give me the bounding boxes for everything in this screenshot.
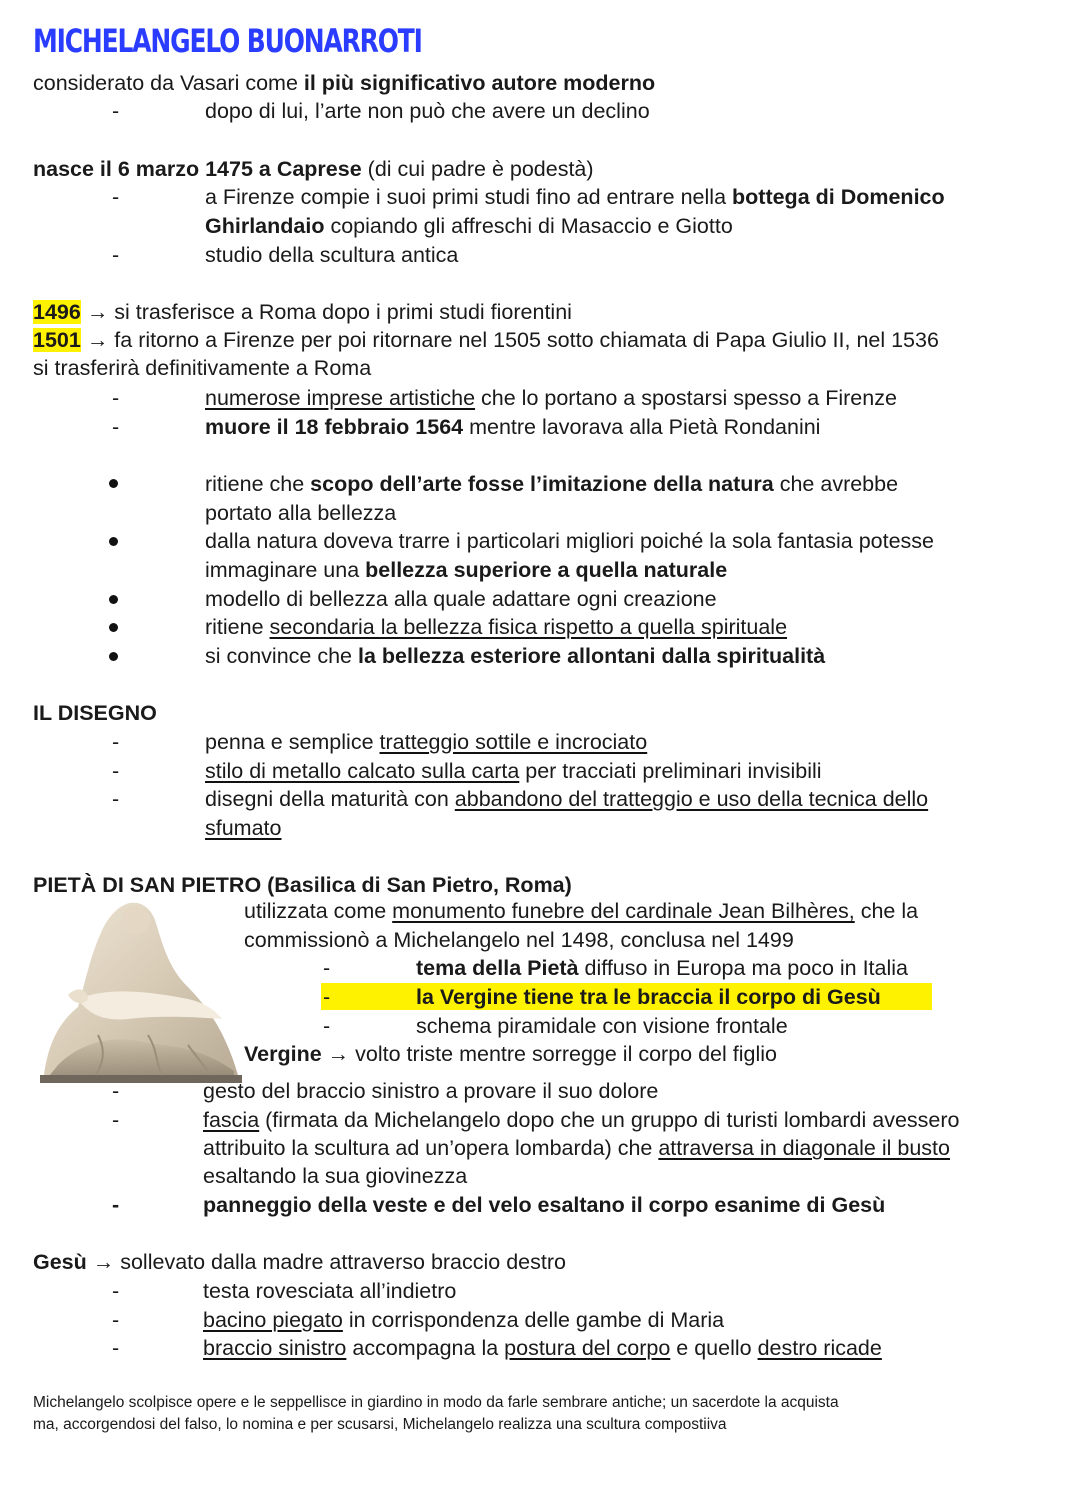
belief-2-text: immaginare una [205,558,366,582]
footnote-line-1: Michelangelo scolpisce opere e le seppellisce in giardino in modo da farle sembrare antiche; un sacerdote la acquista [33,1394,839,1411]
birth-item-1-text2: copiando gli affreschi di Masaccio e Giotto [324,214,733,238]
pieta-sub-2: la Vergine tiene tra le braccia il corpo di Gesù [416,985,881,1009]
footnote-line-2: ma, accorgendosi del falso, lo nomina e per scusarsi, Michelangelo realizza una scultura compostiiva [33,1416,727,1433]
birth-item-1-bold: bottega di Domenico [732,185,945,209]
dash-marker: - [112,1108,120,1132]
dash-marker: - [112,1079,120,1103]
vergine-text: → volto triste mentre sorregge il corpo del figlio [321,1042,777,1066]
birth-item-1-cont [205,212,733,240]
dash-marker: - [112,730,120,754]
belief-2: dalla natura doveva trarre i particolari migliori poiché la sola fantasia potesse [205,529,934,553]
timeline-1501-text: → fa ritorno a Firenze per poi ritornare nel 1505 sotto chiamata di Papa Giulio II, nel 1536 [80,328,939,352]
pieta-statue-image [38,895,244,1083]
underlined-text: braccio sinistro [203,1336,347,1360]
bullet-icon [109,537,118,546]
fascia-text2: attribuito la scultura ad un’opera lombarda) che [203,1136,659,1160]
timeline-1496-text: → si trasferisce a Roma dopo i primi studi fiorentini [80,300,572,324]
belief-5 [205,642,825,670]
pieta-line-1-text2: che la [854,899,919,923]
birth-bold: nasce il 6 marzo 1475 a Caprese [33,157,362,181]
underlined-text: numerose imprese artistiche [205,386,476,410]
fascia-text: (firmata da Michelangelo dopo che un gruppo di turisti lombardi avessero [259,1108,960,1132]
timeline-item-2-text: mentre lavorava alla Pietà Rondanini [463,415,821,439]
dash-marker: - [323,985,331,1009]
year-1496: 1496 [33,300,81,324]
fascia-item-cont [203,1134,950,1162]
underlined-text: stilo di metallo calcato sulla carta [205,759,520,783]
vergine-line [244,1040,777,1068]
dash-marker: - [323,1014,331,1038]
birth-item-1-bold2: Ghirlandaio [205,214,325,238]
disegno-item-1-text: penna e semplice [205,730,380,754]
pieta-sub-1-bold: tema della Pietà [416,956,579,980]
dash-marker: - [112,1279,120,1303]
gesture-item: gesto del braccio sinistro a provare il suo dolore [203,1079,659,1103]
belief-1 [205,470,898,498]
gesu-item-3-text: accompagna la [346,1336,505,1360]
gesu-item-3-text2: e quello [670,1336,758,1360]
disegno-item-3 [205,785,928,813]
fascia-item [203,1106,960,1134]
dash-marker: - [112,1193,120,1217]
gesu-item-3 [203,1334,882,1362]
underlined-text: destro ricade [757,1336,882,1360]
dash-marker: - [112,185,120,209]
pieta-sub-1-text: diffuso in Europa ma poco in Italia [578,956,909,980]
dash-marker: - [112,415,120,439]
year-1501: 1501 [33,328,81,352]
intro-line [33,69,655,97]
timeline-item-2 [205,413,820,441]
belief-1-text: ritiene che [205,472,311,496]
pieta-sub-1 [416,954,908,982]
timeline-item-1 [205,384,897,412]
pieta-line-1-text: utilizzata come [244,899,393,923]
dash-marker: - [112,1308,120,1332]
gesu-bold: Gesù [33,1250,87,1274]
belief-1-text2: che avrebbe [773,472,899,496]
underlined-text: attraversa in diagonale il busto [658,1136,950,1160]
underlined-text: tratteggio sottile e incrociato [379,730,648,754]
section-heading-pieta: PIETÀ DI SAN PIETRO (Basilica di San Pietro, Roma) [33,873,572,897]
gesu-text: → sollevato dalla madre attraverso braccio destro [86,1250,566,1274]
bullet-icon [109,479,118,488]
timeline-1501 [33,326,939,354]
birth-item-1-text: a Firenze compie i suoi primi studi fino ad entrare nella [205,185,733,209]
timeline-1501-cont: si trasferirà definitivamente a Roma [33,356,372,380]
bullet-icon [109,652,118,661]
disegno-item-3-cont [205,814,281,842]
pieta-sub-3: schema piramidale con visione frontale [416,1014,788,1038]
belief-1-cont: portato alla bellezza [205,501,397,525]
belief-3: modello di bellezza alla quale adattare ogni creazione [205,587,717,611]
underlined-text: sfumato [205,816,282,840]
underlined-text: monumento funebre del cardinale Jean Bilhères, [392,899,855,923]
belief-5-bold: la bellezza esteriore allontani dalla spiritualità [357,644,826,668]
disegno-item-2 [205,757,822,785]
bullet-icon [109,623,118,632]
intro-bold: il più significativo autore moderno [303,71,656,95]
pieta-line-1 [244,897,918,925]
underlined-text: bacino piegato [203,1308,343,1332]
belief-4 [205,613,787,641]
birth-item-1 [205,183,945,211]
gesu-line [33,1248,566,1276]
gesu-item-2 [203,1306,724,1334]
disegno-item-3-text: disegni della maturità con [205,787,455,811]
timeline-item-1-text: che lo portano a spostarsi spesso a Firenze [475,386,897,410]
belief-5-text: si convince che [205,644,358,668]
pieta-line-2: commissionò a Michelangelo nel 1498, conclusa nel 1499 [244,928,794,952]
dash-marker: - [112,759,120,783]
dash-marker: - [112,99,120,123]
belief-2-cont [205,556,727,584]
intro-item: dopo di lui, l’arte non può che avere un declino [205,99,650,123]
vergine-bold: Vergine [244,1042,322,1066]
page-title: MICHELANGELO BUONARROTI [33,22,422,60]
underlined-text: secondaria la bellezza fisica rispetto a quella spirituale [269,615,788,639]
birth-item-2: studio della scultura antica [205,243,459,267]
dash-marker: - [112,243,120,267]
gesu-item-1: testa rovesciata all’indietro [203,1279,457,1303]
bullet-icon [109,595,118,604]
disegno-item-2-text: per tracciati preliminari invisibili [519,759,822,783]
underlined-text: fascia [203,1108,260,1132]
dash-marker: - [112,1336,120,1360]
belief-4-text: ritiene [205,615,270,639]
birth-rest: (di cui padre è podestà) [361,157,594,181]
birth-line [33,155,594,183]
underlined-text: abbandono del tratteggio e uso della tecnica dello [454,787,929,811]
gesu-item-2-text: in corrispondenza delle gambe di Maria [342,1308,725,1332]
belief-1-bold: scopo dell’arte fosse l’imitazione della natura [310,472,774,496]
timeline-1496 [33,298,572,326]
section-heading-disegno: IL DISEGNO [33,701,157,725]
dash-marker: - [323,956,331,980]
dash-marker: - [112,787,120,811]
dash-marker: - [112,386,120,410]
belief-2-bold: bellezza superiore a quella naturale [365,558,728,582]
disegno-item-1 [205,728,647,756]
fascia-item-cont2: esaltando la sua giovinezza [203,1164,468,1188]
panneggio-item: panneggio della veste e del velo esaltano il corpo esanime di Gesù [203,1193,886,1217]
underlined-text: postura del corpo [504,1336,671,1360]
death-bold: muore il 18 febbraio 1564 [205,415,464,439]
intro-lead: considerato da Vasari come [33,71,304,95]
